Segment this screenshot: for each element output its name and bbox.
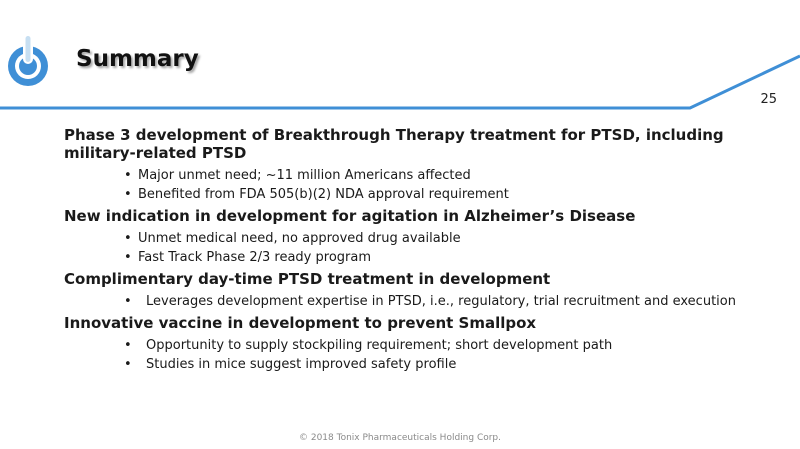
copyright-footer: © 2018 Tonix Pharmaceuticals Holding Corp.	[298, 433, 502, 443]
list-item	[64, 231, 744, 246]
list-item	[64, 187, 744, 202]
summary-content	[64, 126, 744, 377]
list-item-text: Unmet medical need, no approved drug available	[138, 231, 461, 246]
list-item-text: Major unmet need; ~11 million Americans affected	[138, 168, 471, 183]
bullet-list	[64, 338, 744, 372]
list-item-text: Fast Track Phase 2/3 ready program	[138, 250, 371, 265]
list-item	[64, 168, 744, 183]
section-ptsd-phase3	[64, 126, 744, 202]
list-item-text: Leverages development expertise in PTSD, i.e., regulatory, trial recruitment and execution	[146, 294, 736, 309]
section-alzheimers-agitation	[64, 207, 744, 265]
section-daytime-ptsd	[64, 270, 744, 309]
list-item	[64, 338, 744, 353]
page-title: Summary	[76, 46, 199, 72]
list-item	[64, 357, 744, 372]
bullet-marker: •	[124, 231, 132, 246]
bullet-marker: •	[124, 357, 132, 372]
bullet-marker: •	[124, 250, 132, 265]
bullet-list	[64, 168, 744, 202]
section-heading: Complimentary day-time PTSD treatment in development	[64, 270, 551, 288]
list-item-text: Benefited from FDA 505(b)(2) NDA approval requirement	[138, 187, 509, 202]
bullet-marker: •	[124, 187, 132, 202]
list-item-text: Studies in mice suggest improved safety profile	[146, 357, 457, 372]
page-number: 25	[760, 92, 777, 107]
bullet-marker: •	[124, 294, 132, 309]
section-heading: New indication in development for agitation in Alzheimer’s Disease	[64, 207, 636, 225]
list-item-text: Opportunity to supply stockpiling requirement; short development path	[146, 338, 613, 353]
bullet-list	[64, 294, 744, 309]
section-heading: Phase 3 development of Breakthrough Therapy treatment for PTSD, including military-related PTSD	[64, 126, 724, 162]
bullet-list	[64, 231, 744, 265]
bullet-marker: •	[124, 338, 132, 353]
section-smallpox-vaccine	[64, 314, 744, 372]
section-heading: Innovative vaccine in development to prevent Smallpox	[64, 314, 537, 332]
header-divider-line	[0, 54, 800, 114]
list-item	[64, 294, 744, 309]
list-item	[64, 250, 744, 265]
bullet-marker: •	[124, 168, 132, 183]
